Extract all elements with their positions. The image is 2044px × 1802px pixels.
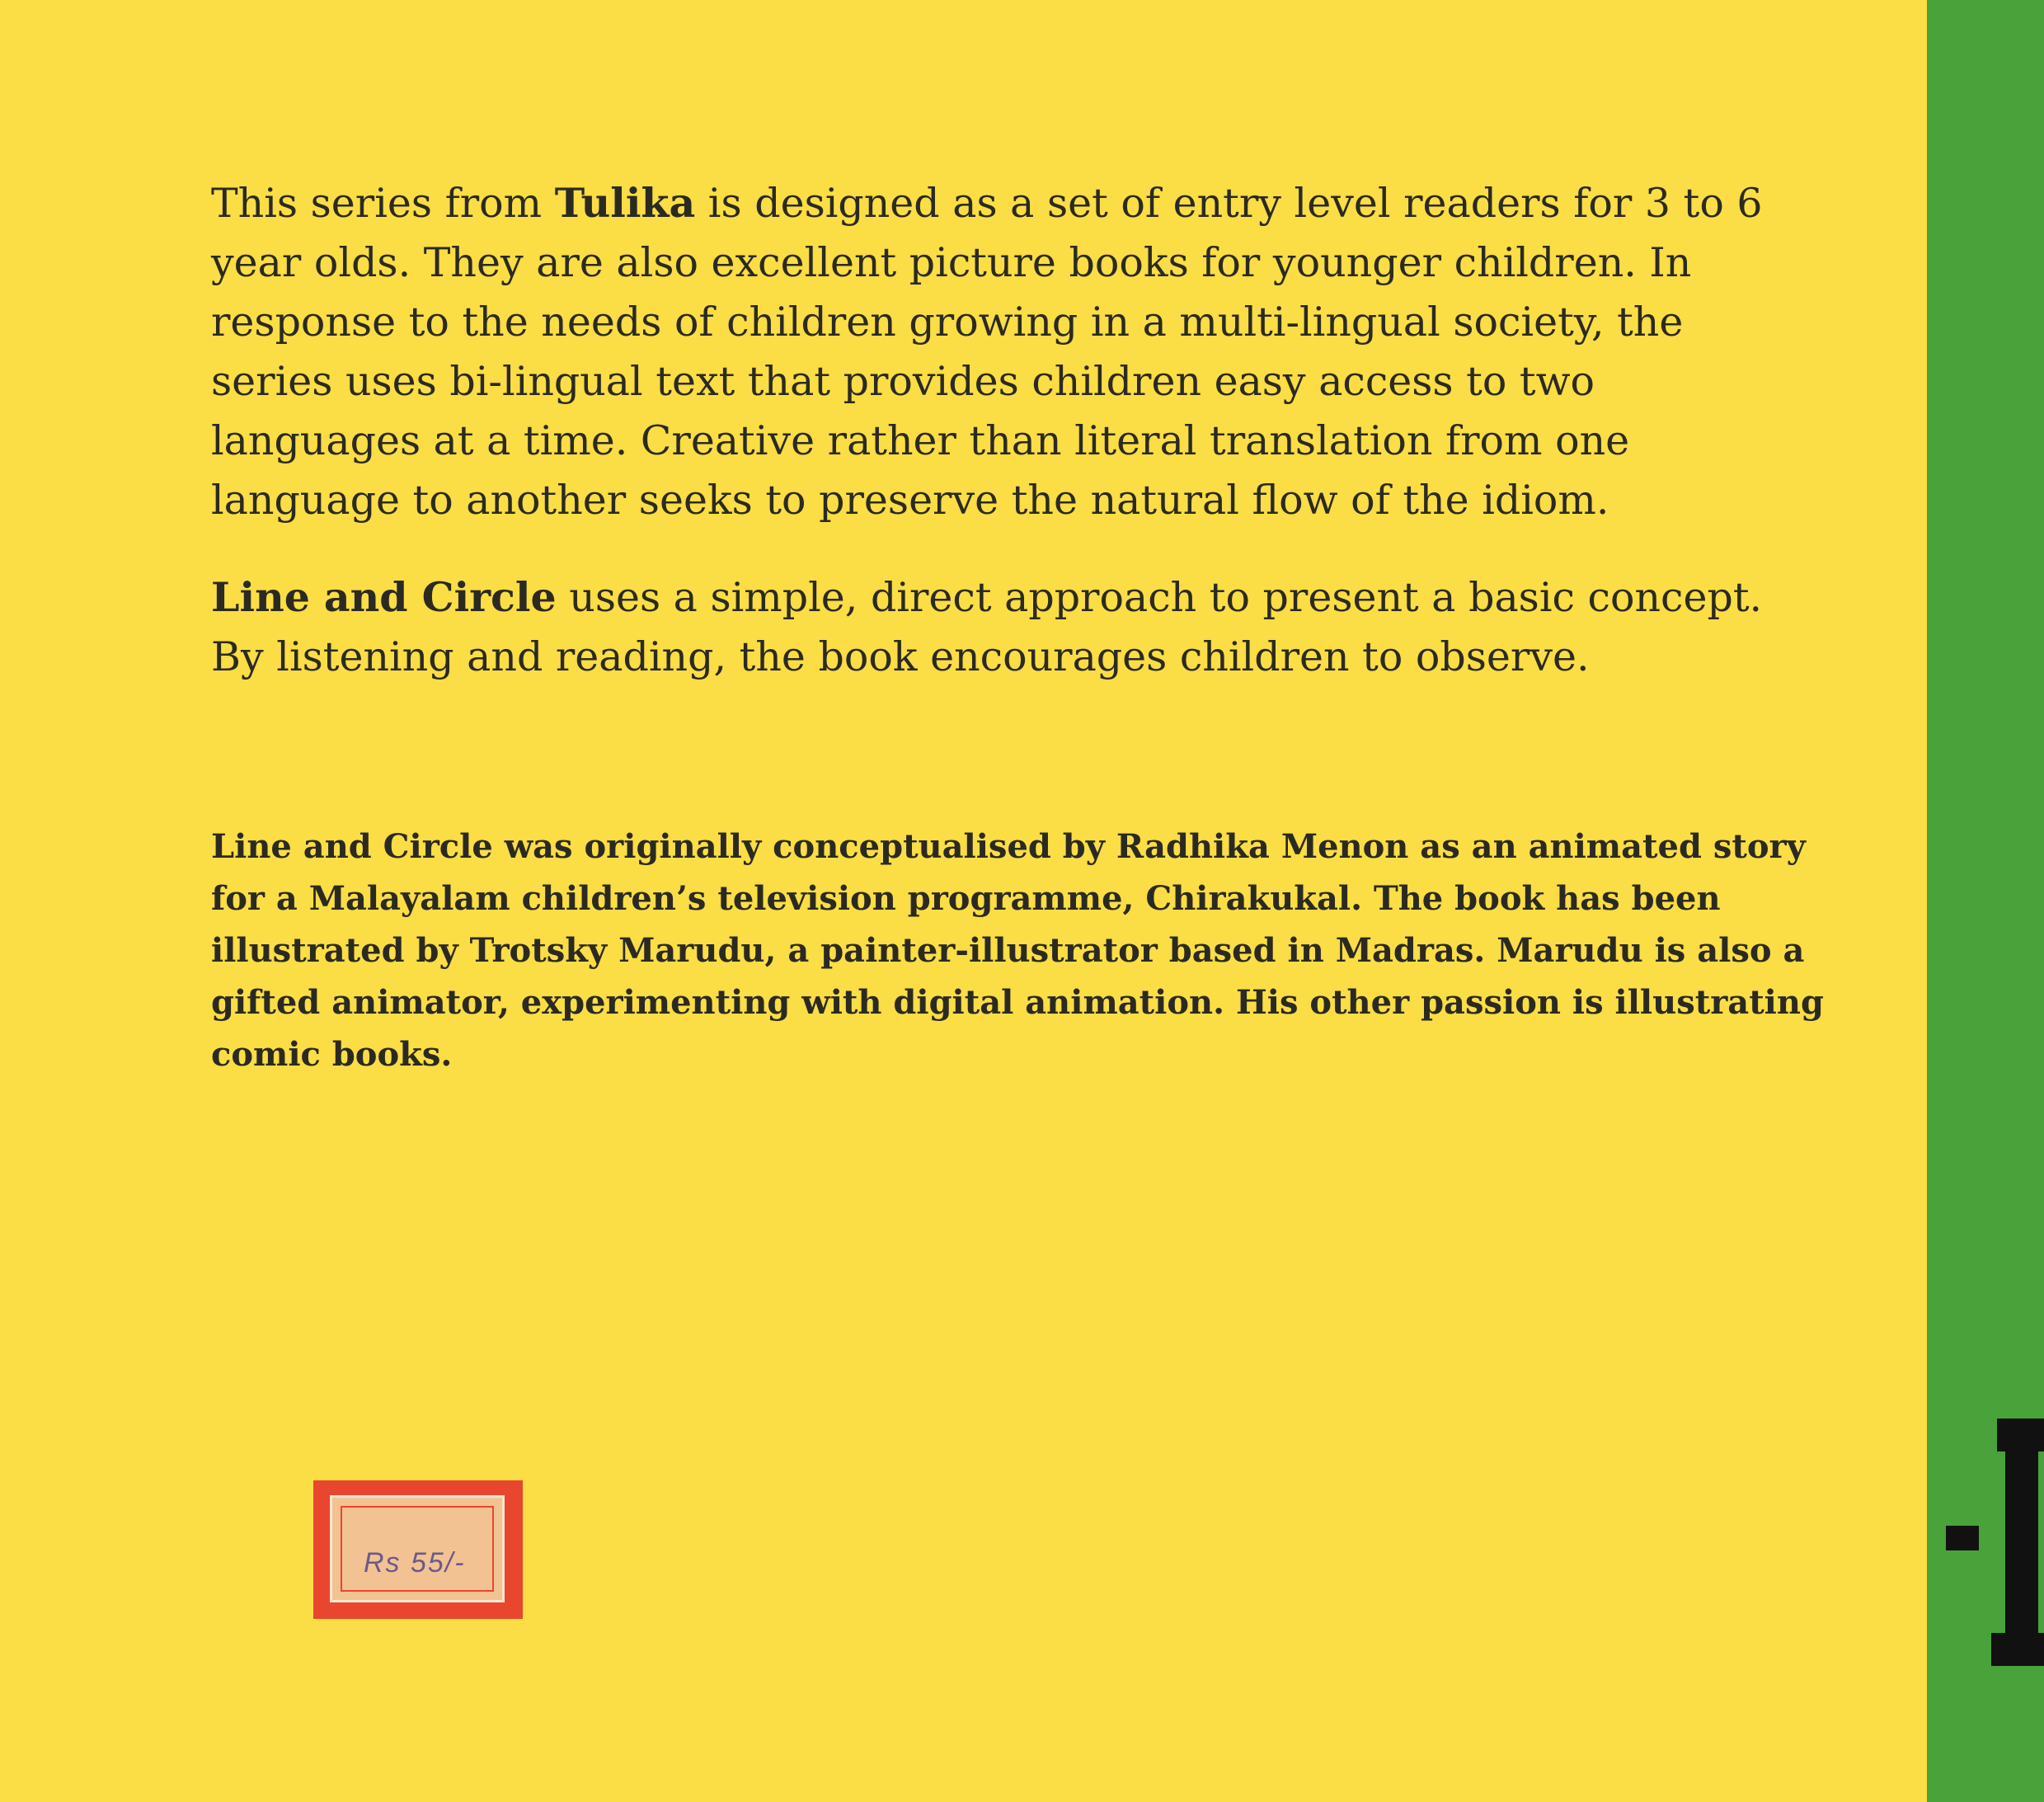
- series-line-1: This series from Tulika is designed as a set of entry level readers for 3 to 6: [211, 179, 1763, 227]
- spine-logo-fragment: [1946, 1402, 2044, 1666]
- concept-line-1: Line and Circle uses a simple, direct approach to present a basic concept.: [211, 573, 1763, 621]
- credits-line-5: comic books.: [211, 1035, 453, 1074]
- price-sticker-label: [330, 1495, 505, 1602]
- credits-line-1: Line and Circle was originally conceptualised by Radhika Menon as an animated story: [211, 827, 1806, 866]
- price-text: Rs 55/-: [364, 1547, 466, 1579]
- credits-line-3: illustrated by Trotsky Marudu, a painter-illustrator based in Madras. Marudu is also a: [211, 931, 1805, 970]
- credits-line-4: gifted animator, experimenting with digital animation. His other passion is illustrating: [211, 983, 1824, 1022]
- series-line-4: series uses bi-lingual text that provides children easy access to two: [211, 358, 1595, 405]
- series-line-2: year olds. They are also excellent picture books for younger children. In: [211, 239, 1692, 286]
- series-line-5: languages at a time. Creative rather than literal translation from one: [211, 417, 1630, 464]
- concept-line-2: By listening and reading, the book encourages children to observe.: [211, 633, 1590, 680]
- price-sticker: [313, 1480, 523, 1619]
- series-line-3: response to the needs of children growing in a multi-lingual society, the: [211, 299, 1684, 346]
- series-description: [211, 173, 1778, 530]
- series-line-6: language to another seeks to preserve the natural flow of the idiom.: [211, 477, 1609, 524]
- credits-line-2: for a Malayalam children’s television programme, Chirakukal. The book has been: [211, 879, 1721, 918]
- credits-description: [211, 821, 1824, 1080]
- concept-description: [211, 567, 1827, 687]
